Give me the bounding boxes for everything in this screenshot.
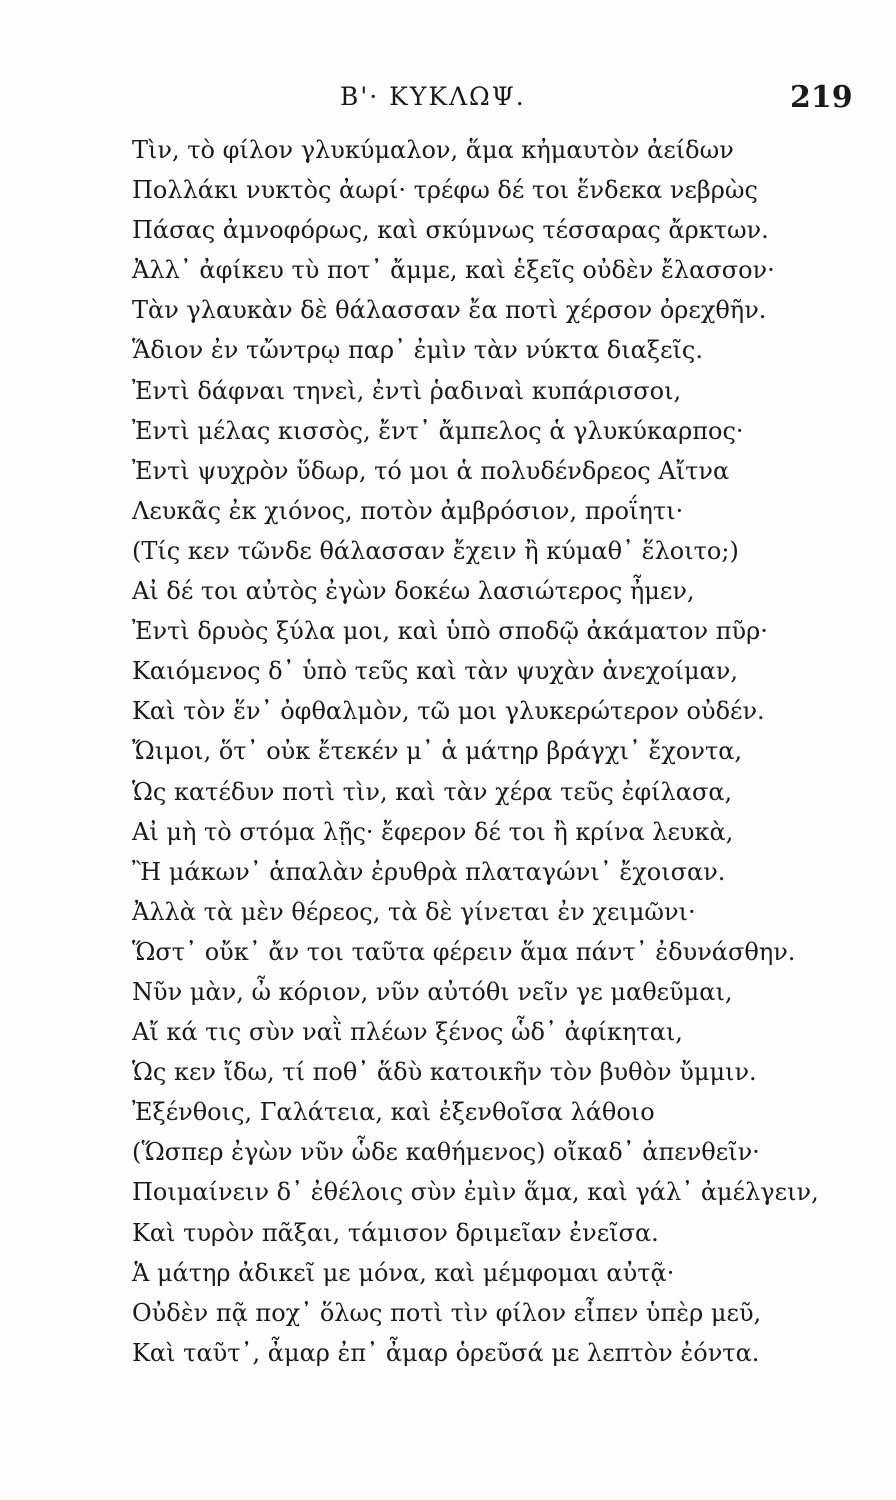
verse-line: Ἁ μάτηρ ἀδικεῖ με μόνα, καὶ μέμφομαι αὐτᾷ· [132,1258,675,1287]
verse-line: Τὰν γλαυκὰν δὲ θάλασσαν ἔα ποτὶ χέρσον ὀρεχθῆν. [132,296,767,325]
verse-line: Πολλάκι νυκτὸς ἀωρί· τρέφω δέ τοι ἕνδεκα νεβρὼς [132,176,758,205]
verse-line: Πάσας ἀμνοφόρως, καὶ σκύμνως τέσσαρας ἄρκτων. [132,216,769,245]
verse-line: Ἐντὶ δάφναι τηνεὶ, ἐντὶ ῥαδιναὶ κυπάρισσοι, [132,376,682,405]
verse-line: Καιόμενος δ᾽ ὑπὸ τεῦς καὶ τὰν ψυχὰν ἀνεχοίμαν, [132,657,739,686]
verse-line: Αἰ δέ τοι αὐτὸς ἐγὼν δοκέω λασιώτερος ἦμεν, [132,577,695,606]
verse-line: Αἴ κά τις σὺν ναῒ πλέων ξένος ὧδ᾽ ἀφίκηται, [132,1018,683,1047]
verse-line: Αἰ μὴ τὸ στόμα λῇς· ἔφερον δέ τοι ἢ κρίνα λευκὰ, [132,817,734,846]
verse-line: Ἐντὶ δρυὸς ξύλα μοι, καὶ ὑπὸ σποδῷ ἀκάματον πῦρ· [132,617,768,646]
poem-text [132,130,819,1373]
verse-line: Οὐδὲν πᾷ ποχ᾽ ὅλως ποτὶ τὶν φίλον εἶπεν ὑπὲρ μεῦ, [132,1298,762,1327]
verse-line: Καὶ τὸν ἕν᾽ ὀφθαλμὸν, τῶ μοι γλυκερώτερον οὐδέν. [132,697,765,726]
verse-line: Ὥστ᾽ οὔκ᾽ ἄν τοι ταῦτα φέρειν ἅμα πάντ᾽ ἐδυνάσθην. [132,937,796,966]
verse-line: Ἅδιον ἐν τὤντρῳ παρ᾽ ἐμὶν τὰν νύκτα διαξεῖς. [132,336,703,365]
verse-line: Ὡς κατέδυν ποτὶ τὶν, καὶ τὰν χέρα τεῦς ἐφίλασα, [132,777,733,806]
verse-line: Ὡς κεν ἴδω, τί ποθ᾽ ἅδὺ κατοικῆν τὸν βυθὸν ὔμμιν. [132,1058,757,1087]
verse-line: (Ὥσπερ ἐγὼν νῦν ὧδε καθήμενος) οἴκαδ᾽ ἀπενθεῖν· [132,1138,760,1167]
verse-line: Ἢ μάκων᾽ ἁπαλὰν ἐρυθρὰ πλαταγώνι᾽ ἔχοισαν. [132,857,726,886]
verse-line: Ὤιμοι, ὅτ᾽ οὐκ ἔτεκέν μ᾽ ἁ μάτηρ βράγχι᾽ ἔχοντα, [132,737,743,766]
verse-line: Ἐντὶ μέλας κισσὸς, ἔντ᾽ ἄμπελος ἁ γλυκύκαρπος· [132,416,744,445]
verse-line: Λευκᾶς ἐκ χιόνος, ποτὸν ἀμβρόσιον, προΐητι· [132,496,684,525]
verse-line: (Τίς κεν τῶνδε θάλασσαν ἔχειν ἢ κύμαθ᾽ ἕλοιτο;) [132,536,739,565]
verse-line: Καὶ τυρὸν πᾶξαι, τάμισον δριμεῖαν ἐνεῖσα. [132,1218,659,1247]
verse-line: Νῦν μὰν, ὦ κόριον, νῦν αὐτόθι νεῖν γε μαθεῦμαι, [132,977,733,1006]
verse-line: Ἐντὶ ψυχρὸν ὕδωρ, τό μοι ἁ πολυδένδρεος Αἴτνα [132,456,730,485]
verse-line: Καὶ ταῦτ᾽, ἆμαρ ἐπ᾽ ἆμαρ ὁρεῦσά με λεπτὸν ἐόντα. [132,1338,760,1367]
verse-line: Ἐξένθοις, Γαλάτεια, καὶ ἐξενθοῖσα λάθοιο [132,1098,655,1127]
running-head: Β'· ΚΥΚΛΩΨ. [340,82,526,111]
verse-line: Ἀλλ᾽ ἀφίκευ τὺ ποτ᾽ ἄμμε, καὶ ἑξεῖς οὐδὲν ἔλασσον· [132,256,775,285]
verse-line: Τὶν, τὸ φίλον γλυκύμαλον, ἅμα κἠμαυτὸν ἀείδων [132,136,734,164]
verse-line: Ἀλλὰ τὰ μὲν θέρεος, τὰ δὲ γίνεται ἐν χειμῶνι· [132,897,696,926]
verse-line: Ποιμαίνειν δ᾽ ἐθέλοις σὺν ἐμὶν ἅμα, καὶ γάλ᾽ ἀμέλγειν, [132,1178,819,1207]
page-number: 219 [790,80,853,115]
